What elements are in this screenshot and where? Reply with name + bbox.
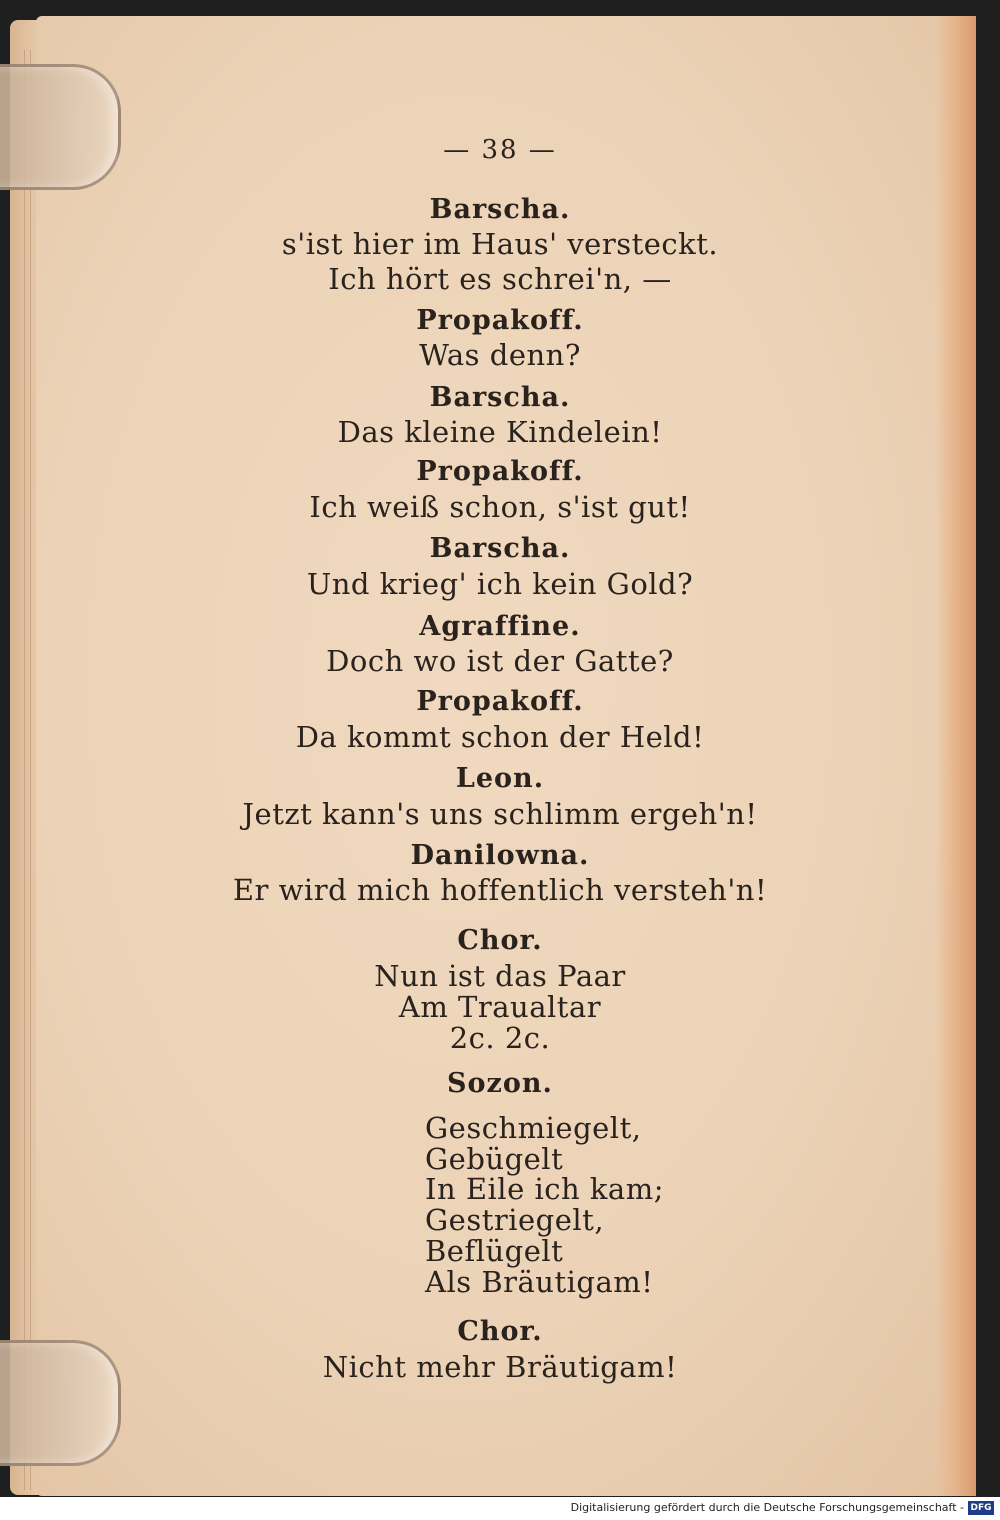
dialogue-line: Jetzt kann's uns schlimm ergeh'n!: [242, 797, 758, 831]
dialogue-line: Und krieg' ich kein Gold?: [306, 567, 694, 601]
verse-line: Gestriegelt,: [425, 1203, 605, 1237]
speaker-name: Propakoff.: [416, 456, 584, 487]
speaker-name: Chor.: [457, 925, 543, 956]
dialogue-line: Da kommt schon der Held!: [295, 720, 705, 754]
digitization-footer: [0, 1497, 1000, 1520]
speaker-name: Barscha.: [429, 382, 571, 413]
speaker-name: Sozon.: [447, 1068, 553, 1099]
chorus-line: 2c. 2c.: [449, 1021, 551, 1055]
verse-line: Gebügelt: [425, 1142, 564, 1176]
dialogue-line: Das kleine Kindelein!: [337, 415, 663, 449]
chorus-line: Nicht mehr Bräutigam!: [322, 1350, 678, 1384]
speaker-name: Agraffine.: [419, 611, 581, 642]
dialogue-line: Doch wo ist der Gatte?: [326, 644, 674, 678]
speaker-name: Barscha.: [429, 194, 571, 225]
chorus-line: Nun ist das Paar: [374, 959, 626, 993]
verse-line: Geschmiegelt,: [425, 1111, 642, 1145]
dialogue-line: Was denn?: [419, 338, 581, 372]
page-number: — 38 —: [443, 135, 557, 165]
dialogue-line: Ich weiß schon, s'ist gut!: [309, 490, 691, 524]
speaker-name: Propakoff.: [416, 686, 584, 717]
speaker-name: Barscha.: [429, 533, 571, 564]
speaker-name: Leon.: [455, 763, 545, 794]
dfg-logo: DFG: [968, 1501, 994, 1515]
chorus-line: Am Traualtar: [398, 990, 602, 1024]
speaker-name: Danilowna.: [410, 840, 590, 871]
dialogue-line: Er wird mich hoffentlich versteh'n!: [232, 873, 768, 907]
speaker-name: Propakoff.: [416, 305, 584, 336]
speaker-name: Chor.: [457, 1316, 543, 1347]
dialogue-line: s'ist hier im Haus' versteckt.: [281, 227, 719, 261]
funding-credit: Digitalisierung gefördert durch die Deutsche Forschungsgemeinschaft -: [570, 1501, 964, 1514]
verse-line: Als Bräutigam!: [425, 1265, 654, 1299]
verse-line: In Eile ich kam;: [425, 1172, 664, 1206]
dialogue-line: Ich hört es schrei'n, —: [328, 262, 672, 296]
verse-line: Beflügelt: [425, 1234, 564, 1268]
